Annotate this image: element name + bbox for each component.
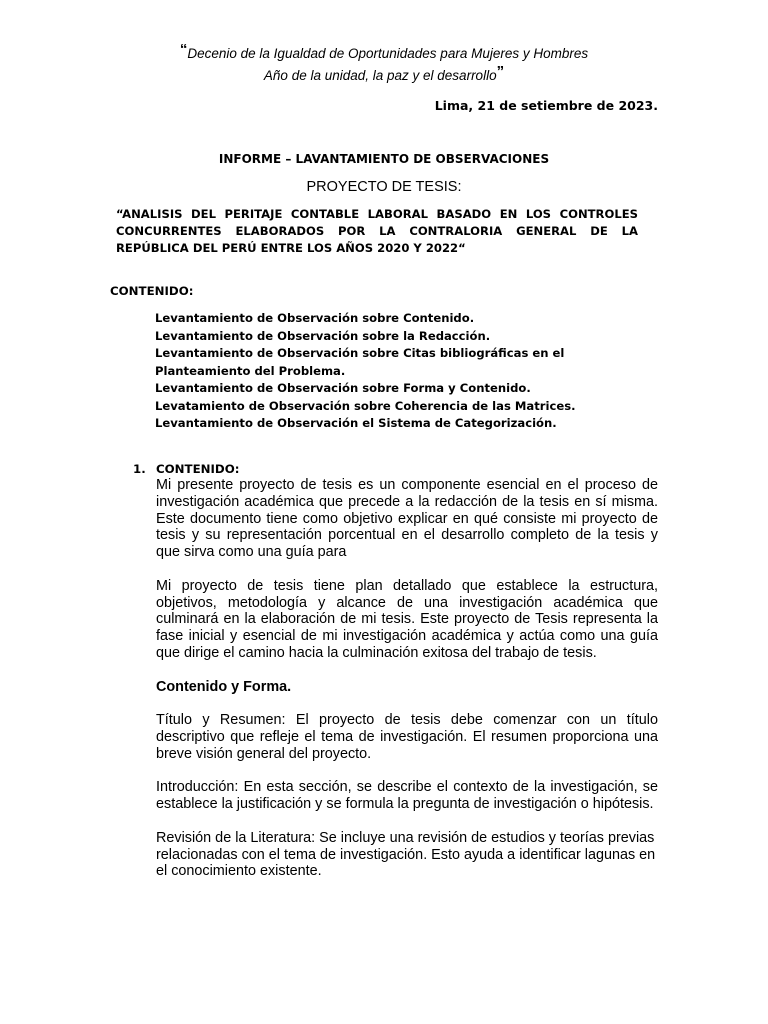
decree-line-2 bbox=[0, 65, 768, 86]
section-heading: CONTENIDO: bbox=[156, 462, 240, 476]
contents-list bbox=[155, 310, 655, 433]
subheading: Contenido y Forma. bbox=[156, 678, 292, 695]
decree-text-2: Año de la unidad, la paz y el desarrollo bbox=[263, 68, 497, 83]
document-date: Lima, 21 de setiembre de 2023. bbox=[434, 98, 658, 113]
contents-heading: CONTENIDO: bbox=[110, 284, 194, 298]
contents-item: Levantamiento de Observación sobre Forma y Contenido. bbox=[155, 381, 531, 395]
project-label: PROYECTO DE TESIS: bbox=[306, 179, 462, 195]
body-paragraph: Revisión de la Literatura: Se incluye una revisión de estudios y teorías previas relacionadas con el tema de investigación. Esto ayuda a identificar lagunas en el conocimiento existente. bbox=[156, 829, 656, 880]
body-paragraph: Introducción: En esta sección, se describe el contexto de la investigación, se establece la justificación y se formula la pregunta de investigación o hipótesis. bbox=[156, 779, 658, 813]
contents-item: Levantamiento de Observación el Sistema de Categorización. bbox=[155, 416, 557, 430]
contents-item: Levantamiento de Observación sobre la Redacción. bbox=[155, 328, 491, 343]
close-quote: ” bbox=[496, 63, 505, 80]
decree-text-1: Decenio de la Igualdad de Oportunidades para Mujeres y Hombres bbox=[187, 46, 589, 61]
section-number: 1. bbox=[133, 462, 146, 476]
contents-item: Levantamiento de Observación sobre Contenido. bbox=[155, 311, 475, 325]
section-body bbox=[156, 477, 658, 897]
report-title: INFORME – LAVANTAMIENTO DE OBSERVACIONES bbox=[218, 152, 550, 166]
contents-item: Levantamiento de Observación sobre Citas bibliográficas en el Planteamiento del Problema. bbox=[155, 346, 565, 378]
thesis-title: “ANALISIS DEL PERITAJE CONTABLE LABORAL BASADO EN LOS CONTROLES CONCURRENTES ELABORADOS POR LA CONTRALORIA GENERAL DE LA REPÚBLICA DEL PERÚ ENTRE LOS AÑOS 2020 Y 2022“ bbox=[116, 207, 638, 255]
open-quote: “ bbox=[179, 41, 188, 58]
contents-item: Levatamiento de Observación sobre Coherencia de las Matrices. bbox=[155, 398, 576, 413]
body-paragraph: Mi presente proyecto de tesis es un componente esencial en el proceso de investigación académica que precede a la redacción de la tesis en sí misma. Este documento tiene como objetivo explicar en qué consiste mi proyecto de tesis y su representación porcentual en el desarrollo completo de la tesis y que sirva como una guía para bbox=[156, 477, 658, 561]
body-paragraph: Mi proyecto de tesis tiene plan detallado que establece la estructura, objetivos, metodología y alcance de una investigación académica que culminará en la elaboración de mi tesis. Este proyecto de Tesis representa la fase inicial y esencial de mi investigación académica y actúa como una guía que dirige el camino hacia la culminación exitosa del trabajo de tesis. bbox=[156, 577, 658, 661]
decree-line-1 bbox=[0, 43, 768, 64]
body-paragraph: Título y Resumen: El proyecto de tesis debe comenzar con un título descriptivo que refleje el tema de investigación. El resumen proporciona una breve visión general del proyecto. bbox=[156, 712, 658, 762]
